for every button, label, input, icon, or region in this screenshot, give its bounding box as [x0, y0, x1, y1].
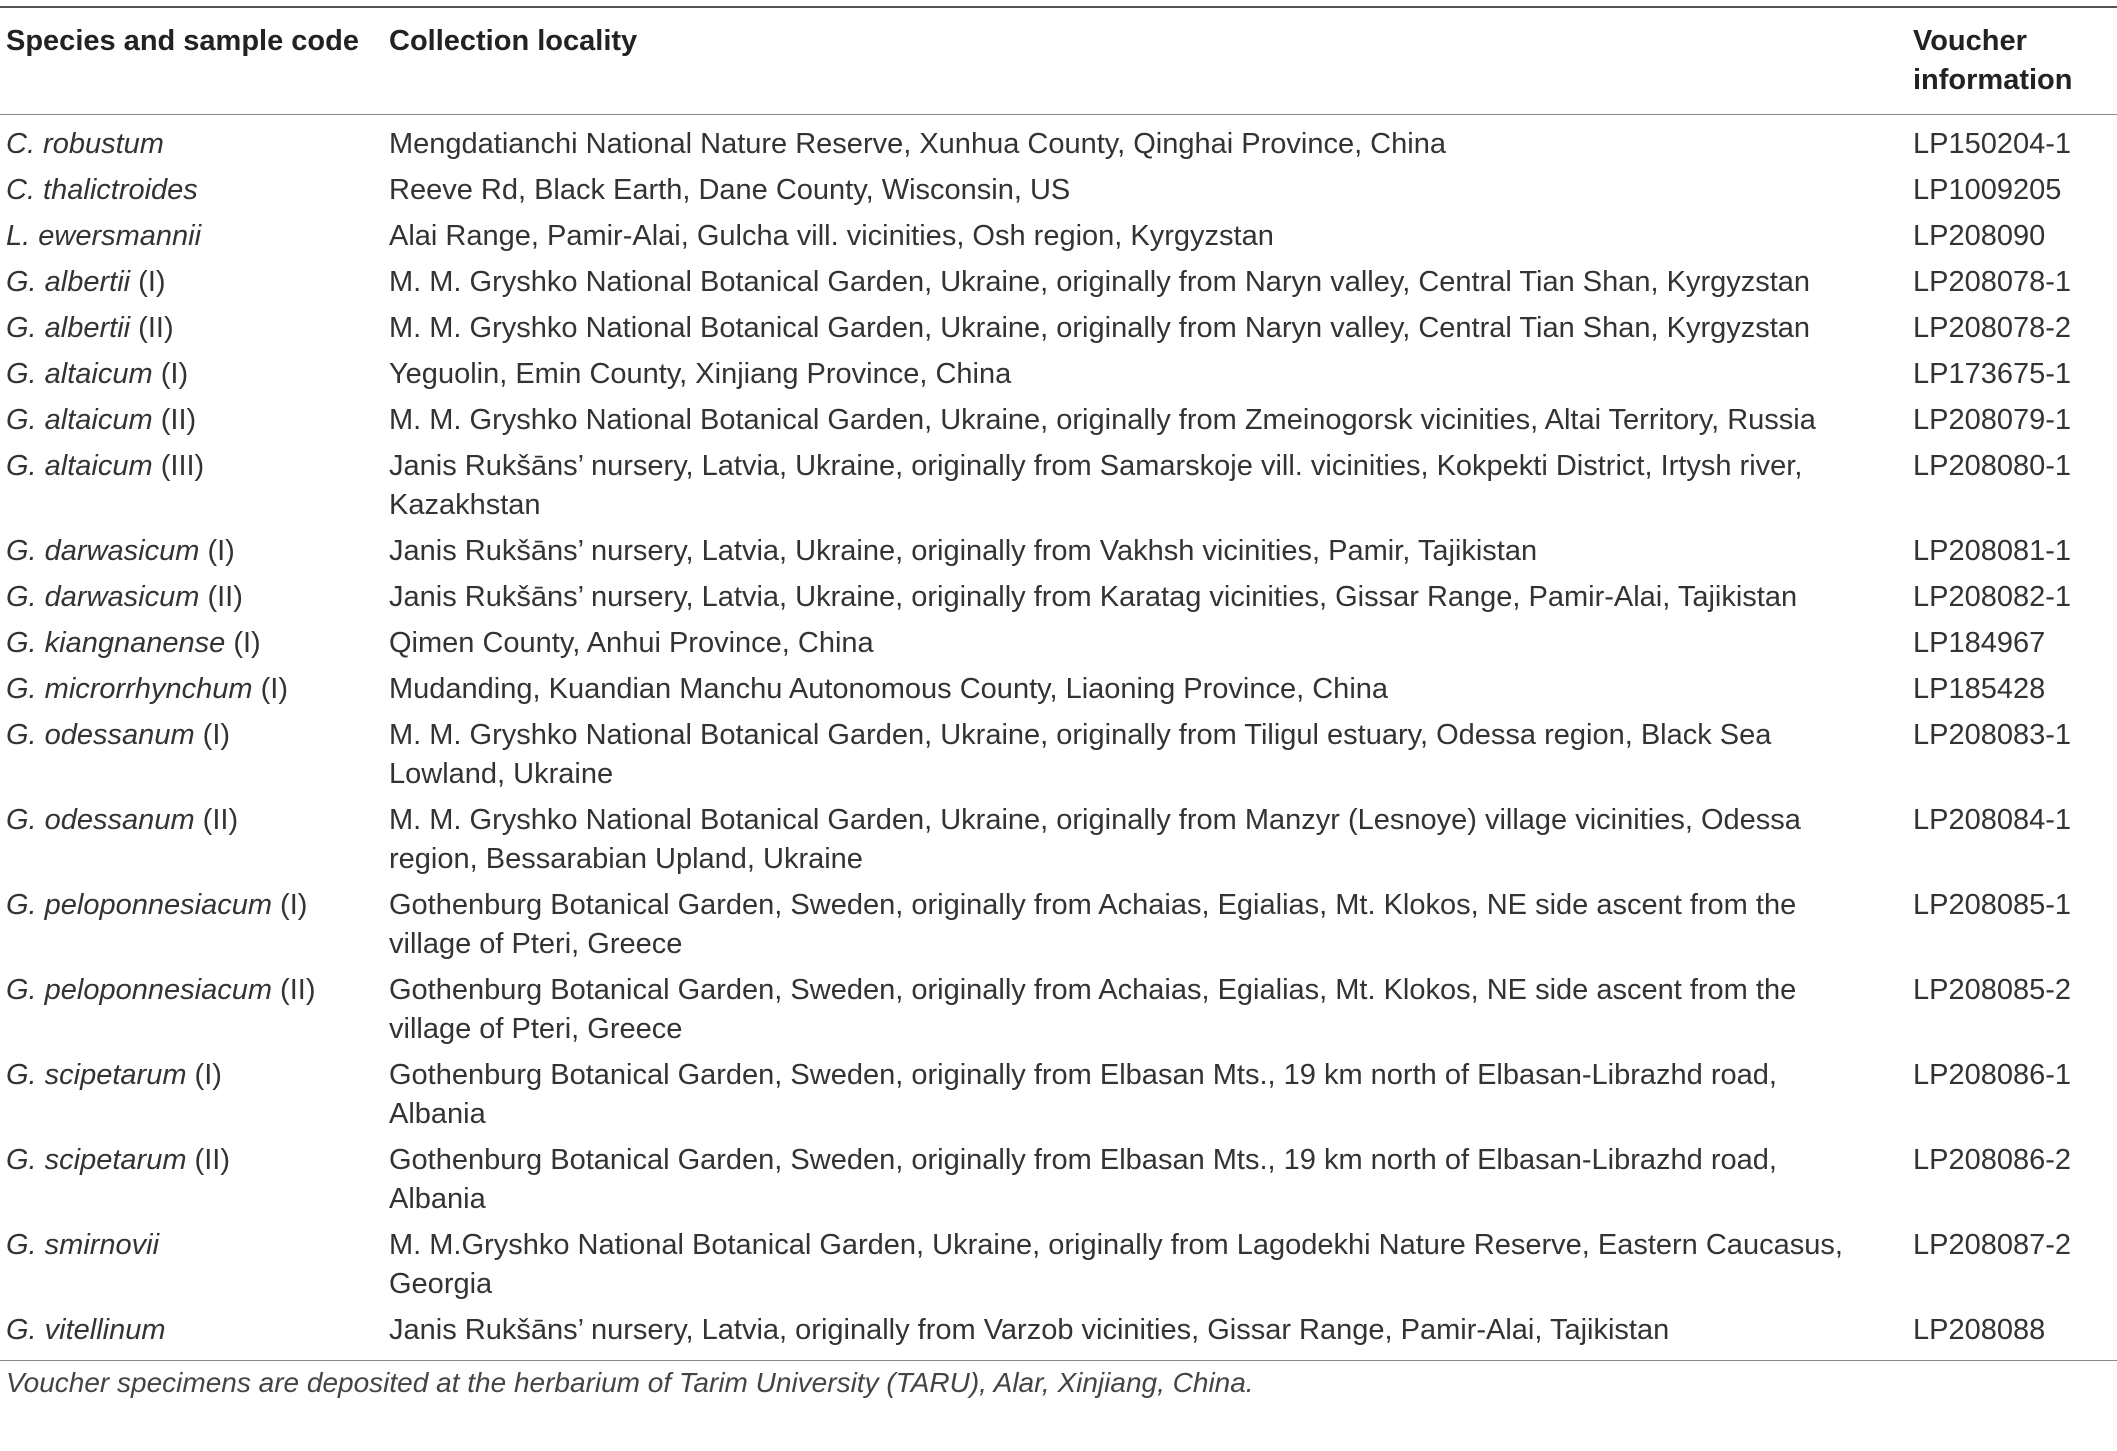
species-cell — [0, 666, 383, 712]
table-row — [0, 213, 2117, 259]
sample-code: (I) — [225, 627, 261, 659]
table-row — [0, 397, 2117, 443]
species-cell — [0, 1307, 383, 1361]
sample-code: (II) — [194, 804, 239, 836]
locality-cell: Janis Rukšāns’ nursery, Latvia, Ukraine, originally from Vakhsh vicinities, Pamir, Tajikistan — [389, 535, 1538, 567]
species-name: C. thalictroides — [6, 174, 198, 206]
table-footnote: Voucher specimens are deposited at the herbarium of Tarim University (TARU), Alar, Xinjiang, China. — [6, 1367, 1254, 1398]
table-row — [0, 797, 2117, 882]
species-cell — [0, 397, 383, 443]
species-cell — [0, 574, 383, 620]
locality-cell: Alai Range, Pamir-Alai, Gulcha vill. vicinities, Osh region, Kyrgyzstan — [389, 220, 1274, 252]
voucher-cell: LP185428 — [1913, 673, 2046, 705]
locality-cell: Gothenburg Botanical Garden, Sweden, originally from Elbasan Mts., 19 km north of Elbasan-Librazhd road, Albania — [389, 1059, 1777, 1130]
voucher-cell: LP208081-1 — [1913, 535, 2072, 567]
species-name: G. odessanum — [6, 804, 195, 836]
voucher-cell: LP208083-1 — [1913, 719, 2072, 751]
locality-cell: Mudanding, Kuandian Manchu Autonomous County, Liaoning Province, China — [389, 673, 1389, 705]
locality-cell: Janis Rukšāns’ nursery, Latvia, originally from Varzob vicinities, Gissar Range, Pamir-Alai, Tajikistan — [389, 1314, 1670, 1346]
voucher-cell: LP208080-1 — [1913, 450, 2072, 482]
voucher-cell: LP208090 — [1913, 220, 2046, 252]
species-name: G. odessanum — [6, 719, 195, 751]
voucher-cell: LP150204-1 — [1913, 128, 2072, 160]
header-voucher: Voucher information — [1913, 25, 2073, 96]
table-row — [0, 882, 2117, 967]
species-name: G. darwasicum — [6, 535, 200, 567]
species-name: L. ewersmannii — [6, 220, 202, 252]
voucher-cell: LP208088 — [1913, 1314, 2046, 1346]
sample-code: (I) — [272, 889, 308, 921]
sample-code: (I) — [252, 673, 288, 705]
species-cell — [0, 213, 383, 259]
table-row — [0, 620, 2117, 666]
sample-code: (II) — [186, 1144, 230, 1176]
header-species: Species and sample code — [6, 25, 359, 57]
sample-code: (II) — [199, 581, 243, 613]
species-cell — [0, 259, 383, 305]
voucher-cell: LP208085-2 — [1913, 974, 2072, 1006]
voucher-cell: LP208079-1 — [1913, 404, 2072, 436]
sample-code: (II) — [272, 974, 316, 1006]
table-row — [0, 574, 2117, 620]
sample-code: (II) — [130, 312, 174, 344]
locality-cell: Gothenburg Botanical Garden, Sweden, originally from Achaias, Egialias, Mt. Klokos, NE side ascent from the village of Pteri, Greece — [389, 974, 1797, 1045]
voucher-cell: LP208085-1 — [1913, 889, 2072, 921]
sample-code: (I) — [130, 266, 166, 298]
species-cell — [0, 1052, 383, 1137]
locality-cell: M. M. Gryshko National Botanical Garden, Ukraine, originally from Tiligul estuary, Odessa region, Black Sea Lowland, Ukraine — [389, 719, 1772, 790]
locality-cell: Mengdatianchi National Nature Reserve, Xunhua County, Qinghai Province, China — [389, 128, 1446, 160]
species-name: G. darwasicum — [6, 581, 200, 613]
species-name: G. peloponnesiacum — [6, 974, 272, 1006]
locality-cell: Reeve Rd, Black Earth, Dane County, Wisconsin, US — [389, 174, 1071, 206]
species-name: G. altaicum — [6, 358, 153, 390]
species-cell — [0, 797, 383, 882]
species-cell — [0, 167, 383, 213]
species-name: G. albertii — [6, 266, 131, 298]
table-row — [0, 167, 2117, 213]
locality-cell: Gothenburg Botanical Garden, Sweden, originally from Achaias, Egialias, Mt. Klokos, NE side ascent from the village of Pteri, Greece — [389, 889, 1797, 960]
species-cell — [0, 882, 383, 967]
species-cell — [0, 115, 383, 168]
species-name: G. vitellinum — [6, 1314, 166, 1346]
sample-code: (I) — [199, 535, 235, 567]
species-name: G. altaicum — [6, 404, 153, 436]
voucher-cell: LP208086-1 — [1913, 1059, 2072, 1091]
specimen-table — [0, 6, 2117, 1361]
voucher-cell: LP208082-1 — [1913, 581, 2072, 613]
species-name: G. altaicum — [6, 450, 153, 482]
sample-code: (III) — [152, 450, 205, 482]
table-row — [0, 528, 2117, 574]
species-name: G. microrrhynchum — [6, 673, 253, 705]
table-body — [0, 115, 2117, 1361]
voucher-cell: LP184967 — [1913, 627, 2046, 659]
locality-cell: M. M. Gryshko National Botanical Garden, Ukraine, originally from Naryn valley, Central Tian Shan, Kyrgyzstan — [389, 312, 1811, 344]
locality-cell: Yeguolin, Emin County, Xinjiang Province, China — [389, 358, 1012, 390]
species-cell — [0, 528, 383, 574]
locality-cell: M. M. Gryshko National Botanical Garden, Ukraine, originally from Manzyr (Lesnoye) village vicinities, Odessa region, Bessarabian Upland, Ukraine — [389, 804, 1801, 875]
table-row — [0, 305, 2117, 351]
header-locality: Collection locality — [389, 25, 638, 57]
locality-cell: Gothenburg Botanical Garden, Sweden, originally from Elbasan Mts., 19 km north of Elbasan-Librazhd road, Albania — [389, 1144, 1777, 1215]
table-row — [0, 967, 2117, 1052]
voucher-cell: LP208086-2 — [1913, 1144, 2072, 1176]
table-row — [0, 1052, 2117, 1137]
species-cell — [0, 305, 383, 351]
species-cell — [0, 1222, 383, 1307]
species-name: G. scipetarum — [6, 1059, 187, 1091]
species-cell — [0, 712, 383, 797]
species-name: G. peloponnesiacum — [6, 889, 272, 921]
sample-code: (II) — [152, 404, 197, 436]
locality-cell: M. M.Gryshko National Botanical Garden, Ukraine, originally from Lagodekhi Nature Reserve, Eastern Caucasus, Georgia — [389, 1229, 1843, 1300]
table-row — [0, 1137, 2117, 1222]
sample-code: (I) — [194, 719, 231, 751]
locality-cell: Qimen County, Anhui Province, China — [389, 627, 874, 659]
table-row — [0, 666, 2117, 712]
species-name: G. kiangnanense — [6, 627, 226, 659]
locality-cell: Janis Rukšāns’ nursery, Latvia, Ukraine, originally from Samarskoje vill. vicinities, Kokpekti District, Irtysh river, Kazakhstan — [389, 450, 1803, 521]
voucher-cell: LP208078-1 — [1913, 266, 2072, 298]
table-row — [0, 115, 2117, 168]
sample-code: (I) — [186, 1059, 222, 1091]
species-name: G. smirnovii — [6, 1229, 160, 1261]
species-name: C. robustum — [6, 128, 164, 160]
species-cell — [0, 1137, 383, 1222]
locality-cell: Janis Rukšāns’ nursery, Latvia, Ukraine, originally from Karatag vicinities, Gissar Range, Pamir-Alai, Tajikistan — [389, 581, 1798, 613]
specimen-table-container — [0, 6, 2117, 1401]
voucher-cell: LP208084-1 — [1913, 804, 2072, 836]
species-name: G. albertii — [6, 312, 131, 344]
species-cell — [0, 620, 383, 666]
voucher-cell: LP208078-2 — [1913, 312, 2072, 344]
locality-cell: M. M. Gryshko National Botanical Garden, Ukraine, originally from Zmeinogorsk vicinities, Altai Territory, Russia — [389, 404, 1816, 436]
voucher-cell: LP208087-2 — [1913, 1229, 2072, 1261]
table-row — [0, 1307, 2117, 1361]
table-row — [0, 443, 2117, 528]
sample-code: (I) — [152, 358, 189, 390]
table-header — [0, 7, 2117, 115]
header-row — [0, 7, 2117, 115]
species-name: G. scipetarum — [6, 1144, 187, 1176]
species-cell — [0, 443, 383, 528]
voucher-cell: LP1009205 — [1913, 174, 2062, 206]
species-cell — [0, 351, 383, 397]
locality-cell: M. M. Gryshko National Botanical Garden, Ukraine, originally from Naryn valley, Central Tian Shan, Kyrgyzstan — [389, 266, 1811, 298]
table-row — [0, 351, 2117, 397]
voucher-cell: LP173675-1 — [1913, 358, 2072, 390]
species-cell — [0, 967, 383, 1052]
table-row — [0, 1222, 2117, 1307]
table-row — [0, 712, 2117, 797]
table-row — [0, 259, 2117, 305]
